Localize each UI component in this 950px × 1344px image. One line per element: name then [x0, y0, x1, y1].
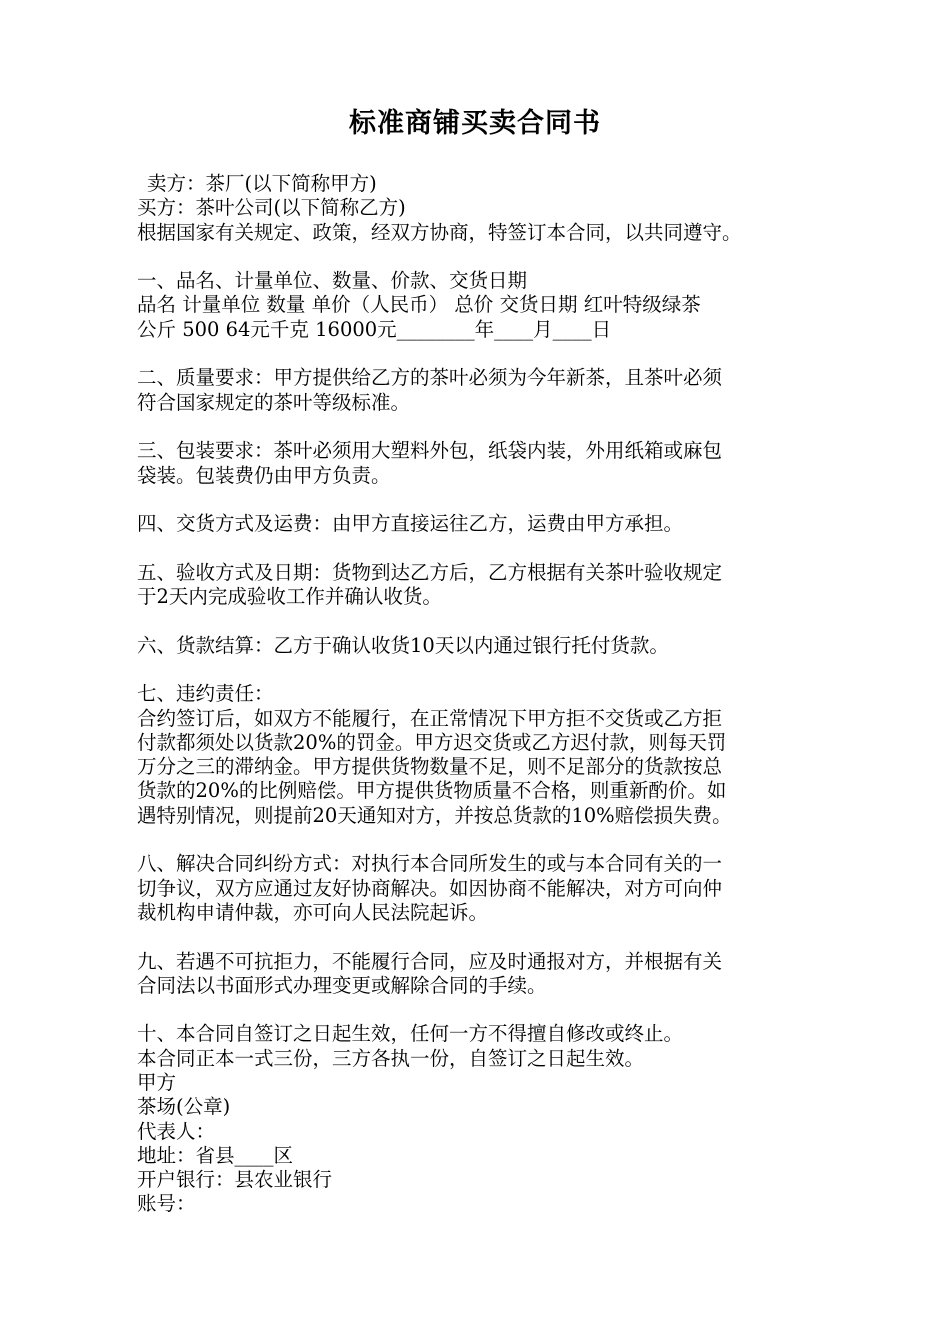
spacer [137, 342, 827, 366]
section3-line: 三、包装要求：茶叶必须用大塑料外包，纸袋内装，外用纸箱或麻包 [137, 439, 723, 463]
section10-line: 本合同正本一式三份，三方各执一份，自签订之日起生效。 [137, 1046, 645, 1070]
section6-line: 六、货款结算：乙方于确认收货10天以内通过银行托付货款。 [137, 633, 669, 657]
spacer [137, 828, 827, 852]
section7-line: 合约签订后，如双方不能履行，在正常情况下甲方拒不交货或乙方拒 [137, 706, 723, 730]
section1-line: 品名 计量单位 数量 单价（人民币） 总价 交货日期 红叶特级绿茶 [137, 293, 701, 317]
section7-heading: 七、违约责任： [137, 682, 274, 706]
section1-heading: 一、品名、计量单位、数量、价款、交货日期 [137, 269, 528, 293]
section7-line: 付款都须处以货款20%的罚金。甲方迟交货或乙方迟付款，则每天罚 [137, 730, 727, 754]
signature-bank: 开户银行：县农业银行 [137, 1168, 333, 1192]
section9-line: 九、若遇不可抗拒力，不能履行合同，应及时通报对方，并根据有关 [137, 949, 723, 973]
spacer [137, 488, 827, 512]
signature-address: 地址：省县____区 [137, 1143, 294, 1167]
signature-party: 甲方 [137, 1070, 177, 1094]
section10-line: 十、本合同自签订之日起生效，任何一方不得擅自修改或终止。 [137, 1022, 684, 1046]
section8-line: 裁机构申请仲裁，亦可向人民法院起诉。 [137, 900, 489, 924]
spacer [137, 658, 827, 682]
spacer [137, 925, 827, 949]
section2-line: 符合国家规定的茶叶等级标准。 [137, 390, 411, 414]
spacer [137, 536, 827, 560]
preamble-line: 根据国家有关规定、政策，经双方协商，特签订本合同，以共同遵守。 [137, 220, 742, 244]
spacer [137, 245, 827, 269]
document-body [137, 172, 827, 1217]
signature-account: 账号： [137, 1192, 196, 1216]
section2-line: 二、质量要求：甲方提供给乙方的茶叶必须为今年新茶，且茶叶必须 [137, 366, 723, 390]
section7-line: 遇特别情况，则提前20天通知对方，并按总货款的10%赔偿损失费。 [137, 803, 732, 827]
spacer [137, 415, 827, 439]
document-title: 标准商铺买卖合同书 [349, 108, 601, 139]
spacer [137, 998, 827, 1022]
section7-line: 货款的20%的比例赔偿。甲方提供货物质量不合格，则重新酌价。如 [137, 779, 727, 803]
signature-representative: 代表人： [137, 1119, 216, 1143]
section5-line: 于2天内完成验收工作并确认收货。 [137, 585, 442, 609]
section5-line: 五、验收方式及日期：货物到达乙方后，乙方根据有关茶叶验收规定 [137, 560, 723, 584]
section4-line: 四、交货方式及运费：由甲方直接运往乙方，运费由甲方承担。 [137, 512, 684, 536]
section3-line: 袋装。包装费仍由甲方负责。 [137, 463, 391, 487]
section8-line: 八、解决合同纠纷方式：对执行本合同所发生的或与本合同有关的一 [137, 852, 723, 876]
section7-line: 万分之三的滞纳金。甲方提供货物数量不足，则不足部分的货款按总 [137, 755, 723, 779]
section8-line: 切争议，双方应通过友好协商解决。如因协商不能解决，对方可向仲 [137, 876, 723, 900]
spacer [137, 609, 827, 633]
buyer-line: 买方：茶叶公司(以下简称乙方) [137, 196, 406, 220]
seller-line: 卖方：茶厂(以下简称甲方) [147, 172, 377, 195]
section9-line: 合同法以书面形式办理变更或解除合同的手续。 [137, 973, 547, 997]
signature-org: 茶场(公章) [137, 1095, 231, 1119]
section1-line: 公斤 500 64元千克 16000元________年____月____日 [137, 317, 612, 341]
